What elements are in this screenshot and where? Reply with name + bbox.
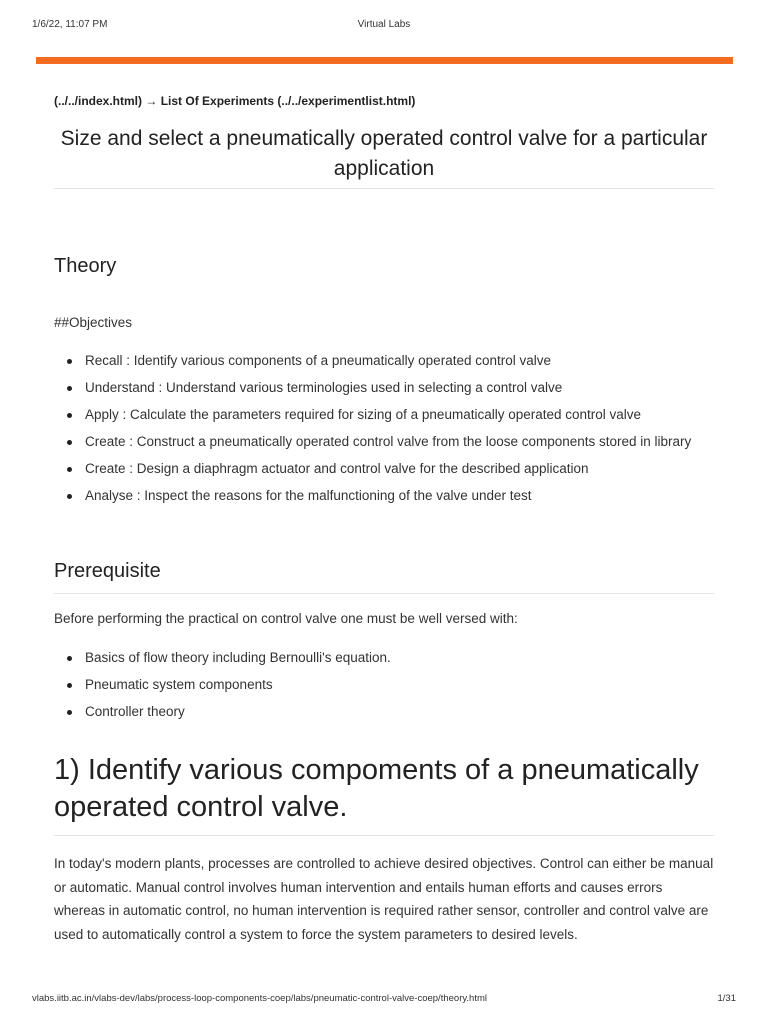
print-url: vlabs.iitb.ac.in/vlabs-dev/labs/process-loop-components-coep/labs/pneumatic-control-valve-coep/theory.html (32, 993, 487, 1004)
list-item (54, 403, 714, 427)
list-item (54, 646, 714, 670)
objective-text: Recall : Identify various components of a pneumatically operated control valve (85, 353, 552, 368)
objectives-list (54, 349, 714, 508)
bullet-icon (67, 710, 72, 715)
print-datetime: 1/6/22, 11:07 PM (32, 19, 108, 30)
print-footer (0, 993, 768, 1007)
bullet-icon (67, 494, 72, 499)
prerequisite-text: Pneumatic system components (85, 677, 273, 692)
prerequisite-text: Basics of flow theory including Bernoulli's equation. (85, 650, 391, 665)
print-title: Virtual Labs (357, 19, 411, 30)
title-divider (54, 188, 714, 189)
list-item (54, 430, 714, 454)
list-item (54, 673, 714, 697)
theory-heading: Theory (54, 255, 117, 277)
bullet-icon (67, 440, 72, 445)
bullet-icon (67, 359, 72, 364)
print-page-number: 1/31 (717, 993, 736, 1004)
objective-text: Apply : Calculate the parameters required for sizing of a pneumatically operated control valve (85, 407, 642, 422)
list-item (54, 349, 714, 373)
page-title: Size and select a pneumatically operated control valve for a particular application (60, 127, 708, 180)
prerequisite-text: Controller theory (85, 704, 185, 719)
bullet-icon (67, 413, 72, 418)
objectives-label: ##Objectives (54, 315, 133, 330)
bullet-icon (67, 467, 72, 472)
bullet-icon (67, 386, 72, 391)
objective-text: Analyse : Inspect the reasons for the malfunctioning of the valve under test (85, 488, 532, 503)
breadcrumb-experiments-link[interactable]: List Of Experiments (../../experimentlist.html) (160, 94, 416, 108)
list-item (54, 376, 714, 400)
section-divider (54, 835, 714, 836)
list-item (54, 484, 714, 508)
breadcrumb-arrow: → (142, 94, 161, 108)
prerequisite-intro: Before performing the practical on control valve one must be well versed with: (54, 611, 518, 626)
breadcrumb-home-link[interactable]: (../../index.html) (54, 94, 143, 108)
prerequisite-heading: Prerequisite (54, 560, 161, 582)
print-header (0, 19, 768, 33)
section-paragraph: In today's modern plants, processes are controlled to achieve desired objectives. Control can either be manual or automatic. Manual control involves human intervention and entails human efforts and causes errors whereas in automatic control, no human intervention is required rather sensor, controller and control valve are used to automatically control a system to force the system parameters to desired levels. (54, 856, 714, 942)
objective-text: Create : Design a diaphragm actuator and control valve for the described application (85, 461, 589, 476)
list-item (54, 457, 714, 481)
list-item (54, 700, 714, 724)
objective-text: Create : Construct a pneumatically operated control valve from the loose components stored in library (85, 434, 692, 449)
prerequisite-list (54, 646, 714, 724)
accent-bar (36, 57, 733, 64)
section-heading: 1) Identify various compoments of a pneumatically operated control valve. (54, 754, 699, 823)
bullet-icon (67, 656, 72, 661)
bullet-icon (67, 683, 72, 688)
objective-text: Understand : Understand various terminologies used in selecting a control valve (85, 380, 563, 395)
prerequisite-divider (54, 593, 714, 594)
breadcrumb (54, 94, 415, 108)
